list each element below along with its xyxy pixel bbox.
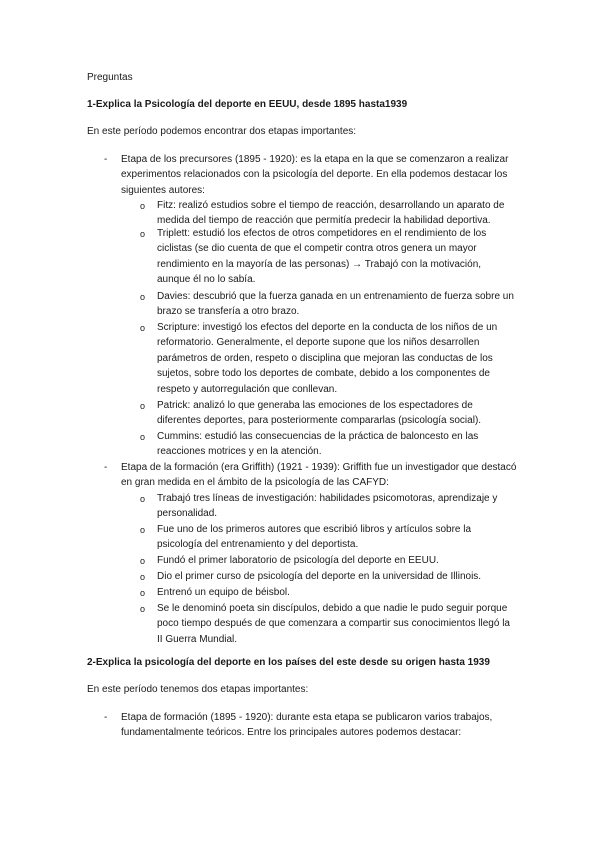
dash-marker: - (104, 154, 108, 165)
q1-stage1-item-davies: Davies: descubrió que la fuerza ganada en un entrenamiento de fuerza sobre un brazo se transfería a otro brazo. (157, 291, 514, 318)
q1-stage2-text: Etapa de la formación (era Griffith) (1921 - 1939): Griffith fue un investigador que destacó en gran medida en el ámbito de la psicología de las CAFYD: (121, 462, 517, 489)
q1-stage2-item-course: Dio el primer curso de psicología del deporte en la universidad de Illinois. (157, 571, 482, 582)
bullet-marker: o (140, 323, 146, 333)
bullet-marker: o (140, 604, 146, 614)
q1-stage2-item-lab: Fundó el primer laboratorio de psicología del deporte en EEUU. (157, 555, 439, 566)
q1-stage1-item-scripture: Scripture: investigó los efectos del deporte en la conducta de los niños de un reformatorio. Generalmente, el deporte supone que los niños desarrollen parámetros de orden, respeto o disciplina que mejoran las conductas de los sujetos, sobre todo los deportes de combate, debido a los componentes de respeto y autorregulación que conllevan. (157, 322, 498, 395)
label-preguntas: Preguntas (87, 72, 133, 83)
q1-intro: En este período podemos encontrar dos etapas importantes: (87, 126, 357, 137)
bullet-marker: o (140, 556, 146, 566)
q1-stage1-text: Etapa de los precursores (1895 - 1920): es la etapa en la que se comenzaron a realizar experimentos relacionados con la psicología del deporte. En ella podemos destacar los siguientes autores: (121, 154, 509, 196)
q1-stage1-item-patrick: Patrick: analizó lo que generaba las emociones de los espectadores de diferentes deportes, para posteriormente compararlas (psicología social). (157, 400, 482, 427)
q2-stage1-text: Etapa de formación (1895 - 1920): durante esta etapa se publicaron varios trabajos, fundamentalmente teóricos. Entre los principales autores podemos destacar: (121, 712, 493, 739)
bullet-marker: o (140, 401, 146, 411)
q1-stage2-item-lines: Trabajó tres líneas de investigación: habilidades psicomotoras, aprendizaje y personalidad. (157, 493, 498, 520)
bullet-marker: o (140, 525, 146, 535)
bullet-marker: o (140, 292, 146, 302)
bullet-marker: o (140, 588, 146, 598)
dash-marker: - (104, 462, 108, 473)
q1-stage1-item-cummins: Cummins: estudió las consecuencias de la práctica de baloncesto en las reacciones motrices y en la atención. (157, 431, 479, 458)
bullet-marker: o (140, 494, 146, 504)
bullet-marker: o (140, 432, 146, 442)
q1-stage2-item-poet: Se le denominó poeta sin discípulos, debido a que nadie le pudo seguir porque poco tiempo después de que comenzara a compartir sus conocimientos llegó la II Guerra Mundial. (157, 603, 510, 645)
q1-title: 1-Explica la Psicología del deporte en EEUU, desde 1895 hasta1939 (87, 99, 408, 110)
bullet-marker: o (140, 201, 146, 211)
q2-intro: En este período tenemos dos etapas importantes: (87, 684, 309, 695)
dash-marker: - (104, 712, 108, 723)
q1-stage1-item-fitz: Fitz: realizó estudios sobre el tiempo de reacción, desarrollando un aparato de medida del tiempo de reacción que permitía predecir la habilidad deportiva. (157, 200, 505, 227)
bullet-marker: o (140, 229, 146, 239)
q1-stage1-item-triplett: Triplett: estudió los efectos de otros competidores en el rendimiento de los ciclistas (se dio cuenta de que el competir contra otros genera un mayor rendimiento en la mayoría de las personas) → Trabajó con la motivación, aunque él no lo sabía. (157, 228, 487, 286)
bullet-marker: o (140, 572, 146, 582)
q2-title: 2-Explica la psicología del deporte en los países del este desde su origen hasta 1939 (87, 657, 490, 668)
q1-stage2-item-baseball: Entrenó un equipo de béisbol. (157, 587, 290, 598)
q1-stage2-item-books: Fue uno de los primeros autores que escribió libros y artículos sobre la psicología del entrenamiento y del deportista. (157, 524, 472, 551)
